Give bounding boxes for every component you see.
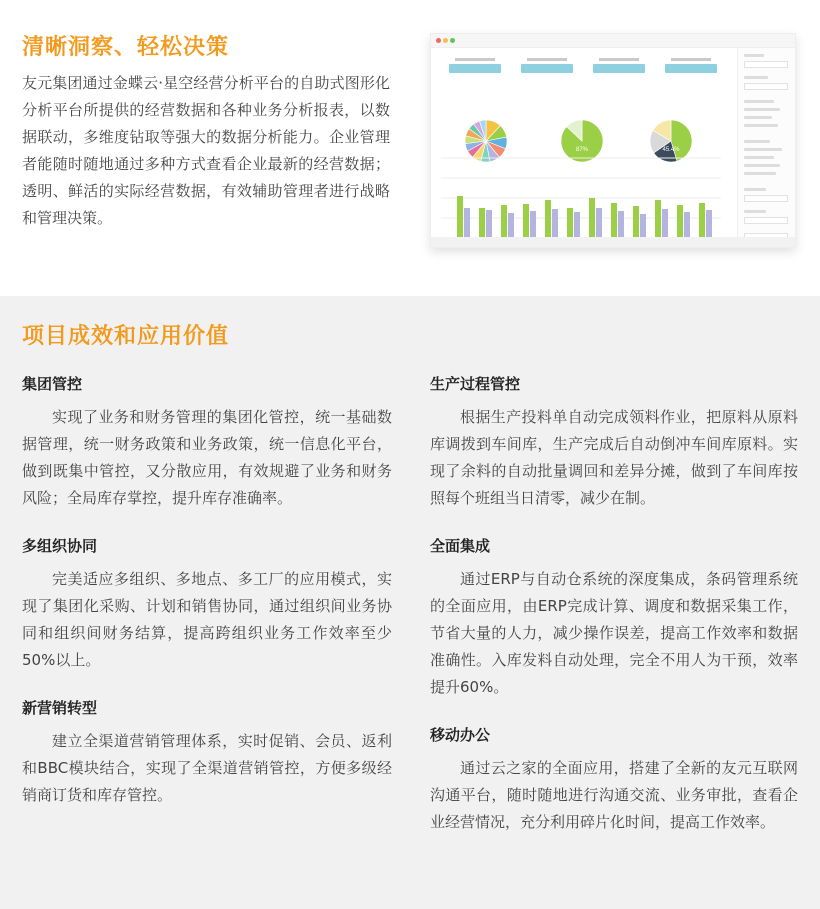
value-section xyxy=(22,694,392,809)
bar-a xyxy=(633,206,639,238)
bar-a xyxy=(589,198,595,238)
bar-a xyxy=(677,205,683,238)
bar-a xyxy=(501,205,507,238)
right-column xyxy=(430,370,798,856)
value-section xyxy=(22,370,392,512)
intro-paragraph: 友元集团通过金蝶云·星空经营分析平台的自助式图形化分析平台所提供的经营数据和各种业务分析报表，以数据联动，多维度钻取等强大的数据分析能力。企业管理者能随时随地通过多种方式查看企业最新的经营数据；透明、鲜活的实际经营数据，有效辅助管理者进行战略和管理决策。 xyxy=(22,74,390,227)
bar-b xyxy=(596,208,602,238)
section-heading: 生产过程管控 xyxy=(430,375,521,393)
bar-a xyxy=(611,203,617,238)
section-heading: 全面集成 xyxy=(430,537,491,555)
section-heading: 移动办公 xyxy=(430,726,491,744)
bar-b xyxy=(684,212,690,238)
top-section xyxy=(0,0,820,296)
maximize-dot-icon xyxy=(450,38,455,43)
close-dot-icon xyxy=(436,38,441,43)
bar-b xyxy=(464,208,470,238)
bar-b xyxy=(618,211,624,238)
pie-green-label: 87% xyxy=(575,147,589,153)
pie-donut-label: 45.4% xyxy=(662,147,680,153)
value-section xyxy=(430,370,798,512)
bar-a xyxy=(699,203,705,238)
section-heading: 新营销转型 xyxy=(22,699,98,717)
section-heading: 多组织协同 xyxy=(22,537,98,555)
bar-a xyxy=(523,204,529,238)
value-section xyxy=(430,721,798,836)
bar-a xyxy=(457,196,463,238)
dashboard-charts xyxy=(431,48,737,238)
bottom-section xyxy=(0,296,820,909)
section-text: 建立全渠道营销管理体系，实时促销、会员、返利和BBC模块结合，实现了全渠道营销管控，方便多级经销商订货和库存管控。 xyxy=(22,732,392,804)
window-footer xyxy=(431,237,795,247)
bar-b xyxy=(706,210,712,238)
dashboard-screenshot xyxy=(430,33,796,248)
section-heading: 集团管控 xyxy=(22,375,83,393)
bar-a xyxy=(655,200,661,238)
bar-b xyxy=(552,209,558,238)
bar-b xyxy=(508,213,514,238)
value-section xyxy=(430,532,798,701)
section-text: 通过ERP与自动仓系统的深度集成，条码管理系统的全面应用，由ERP完成计算、调度和数据采集工作，节省大量的人力，减少操作误差，提高工作效率和数据准确性。入库发料自动处理，完全不用人为干预，效率提升60%。 xyxy=(430,570,798,696)
value-section xyxy=(22,532,392,674)
filter-panel xyxy=(737,48,795,247)
bar-b xyxy=(530,211,536,238)
section-title: 项目成效和应用价值 xyxy=(22,324,230,349)
bar-b xyxy=(662,209,668,238)
section-text: 完美适应多组织、多地点、多工厂的应用模式，实现了集团化采购、计划和销售协同，通过组织间业务协同和组织间财务结算，提高跨组织业务工作效率至少50%以上。 xyxy=(22,570,392,669)
section-text: 通过云之家的全面应用，搭建了全新的友元互联网沟通平台，随时随地进行沟通交流、业务审批，查看企业经营情况，充分利用碎片化时间，提高工作效率。 xyxy=(430,759,798,831)
minimize-dot-icon xyxy=(443,38,448,43)
bar-a xyxy=(567,208,573,238)
bar-a xyxy=(479,208,485,238)
section-text: 实现了业务和财务管理的集团化管控，统一基础数据管理，统一财务政策和业务政策，统一信息化平台，做到既集中管控，又分散应用，有效规避了业务和财务风险；全局库存掌控，提升库存准确率。 xyxy=(22,408,392,507)
section-text: 根据生产投料单自动完成领料作业，把原料从原料库调拨到车间库，生产完成后自动倒冲车间库原料。实现了余料的自动批量调回和差异分摊，做到了车间库按照每个班组当日清零，减少在制。 xyxy=(430,408,798,507)
bar-b xyxy=(574,212,580,238)
bar-a xyxy=(545,200,551,238)
section-title: 清晰洞察、轻松决策 xyxy=(22,35,230,60)
bar-b xyxy=(486,210,492,238)
window-titlebar xyxy=(431,34,795,48)
bar-b xyxy=(640,214,646,238)
left-column xyxy=(22,370,392,829)
